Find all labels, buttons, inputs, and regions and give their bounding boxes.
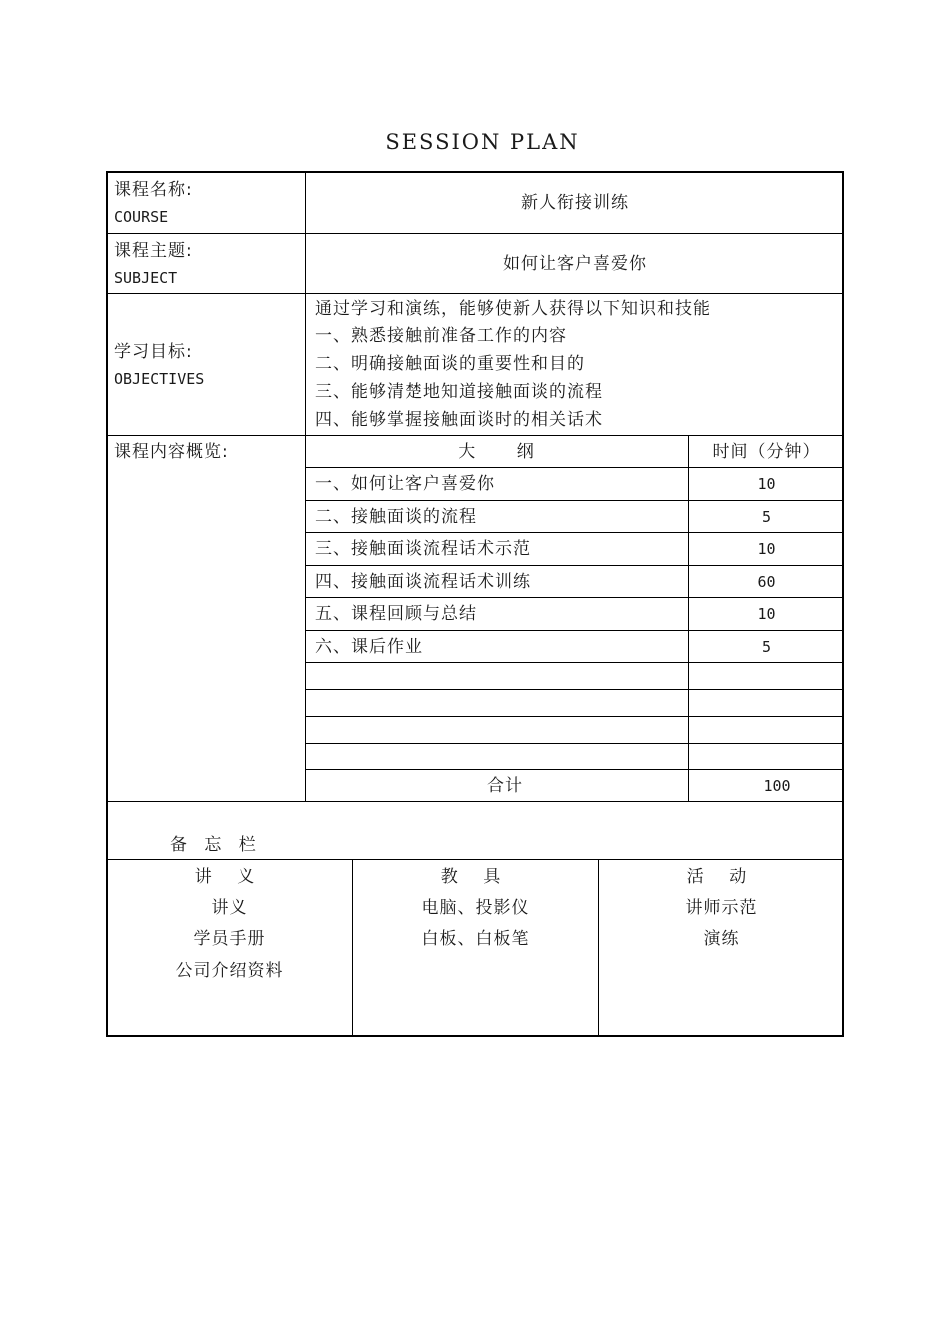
activity-item: 讲师示范 (685, 898, 758, 918)
tools-item: 电脑、投影仪 (421, 898, 530, 918)
objectives-label-en: OBJECTIVES (114, 370, 205, 388)
row-divider (106, 801, 844, 802)
time-cell: 10 (757, 605, 776, 623)
row-divider (305, 769, 844, 770)
page-title: SESSION PLAN (385, 130, 580, 154)
handout-item: 学员手册 (193, 929, 266, 949)
time-cell: 60 (757, 573, 776, 591)
row-divider (305, 532, 844, 533)
outline-column-header: 大 纲 (458, 442, 552, 462)
memo-label: 备 忘 栏 (170, 835, 262, 855)
time-column-header: 时间（分钟） (712, 442, 821, 462)
total-value: 100 (763, 777, 791, 795)
outline-cell: 五、课程回顾与总结 (315, 604, 477, 624)
tools-item: 白板、白板笔 (421, 929, 530, 949)
handout-item: 公司介绍资料 (175, 961, 284, 981)
row-divider (106, 859, 844, 860)
time-cell: 10 (757, 540, 776, 558)
course-label-en: COURSE (114, 208, 169, 226)
row-divider (305, 467, 844, 468)
outline-cell: 四、接触面谈流程话术训练 (315, 572, 531, 592)
row-divider (305, 716, 844, 717)
row-divider (305, 689, 844, 690)
course-label: 课程名称: (114, 180, 193, 200)
outline-cell: 二、接触面谈的流程 (315, 507, 477, 527)
activity-header: 活 动 (686, 867, 757, 887)
objective-line: 二、明确接触面谈的重要性和目的 (315, 354, 585, 374)
subject-label-en: SUBJECT (114, 269, 178, 287)
total-label: 合计 (487, 776, 523, 796)
objective-line: 一、熟悉接触前准备工作的内容 (315, 326, 567, 346)
activity-item: 演练 (703, 929, 740, 949)
row-divider (305, 662, 844, 663)
row-divider (305, 743, 844, 744)
subject-value: 如何让客户喜爱你 (503, 254, 647, 274)
subject-label: 课程主题: (114, 241, 193, 261)
row-divider (305, 597, 844, 598)
course-value: 新人衔接训练 (521, 193, 629, 213)
outline-cell: 六、课后作业 (315, 637, 423, 657)
handout-item: 讲义 (211, 898, 248, 918)
row-divider (305, 630, 844, 631)
time-cell: 5 (761, 508, 772, 526)
handout-header: 讲 义 (194, 867, 265, 887)
outline-cell: 一、如何让客户喜爱你 (315, 474, 495, 494)
tools-header: 教 具 (440, 867, 511, 887)
objective-line: 四、能够掌握接触面谈时的相关话术 (315, 410, 603, 430)
objective-line: 三、能够清楚地知道接触面谈的流程 (315, 382, 603, 402)
objectives-label: 学习目标: (114, 342, 193, 362)
time-cell: 5 (761, 638, 772, 656)
row-divider (305, 565, 844, 566)
row-divider (305, 500, 844, 501)
row-divider (106, 435, 844, 436)
outline-cell: 三、接触面谈流程话术示范 (315, 539, 531, 559)
row-divider (106, 233, 844, 234)
time-cell: 10 (757, 475, 776, 493)
overview-label: 课程内容概览: (114, 442, 229, 462)
objective-line: 通过学习和演练，能够使新人获得以下知识和技能 (315, 299, 711, 319)
row-divider (106, 293, 844, 294)
